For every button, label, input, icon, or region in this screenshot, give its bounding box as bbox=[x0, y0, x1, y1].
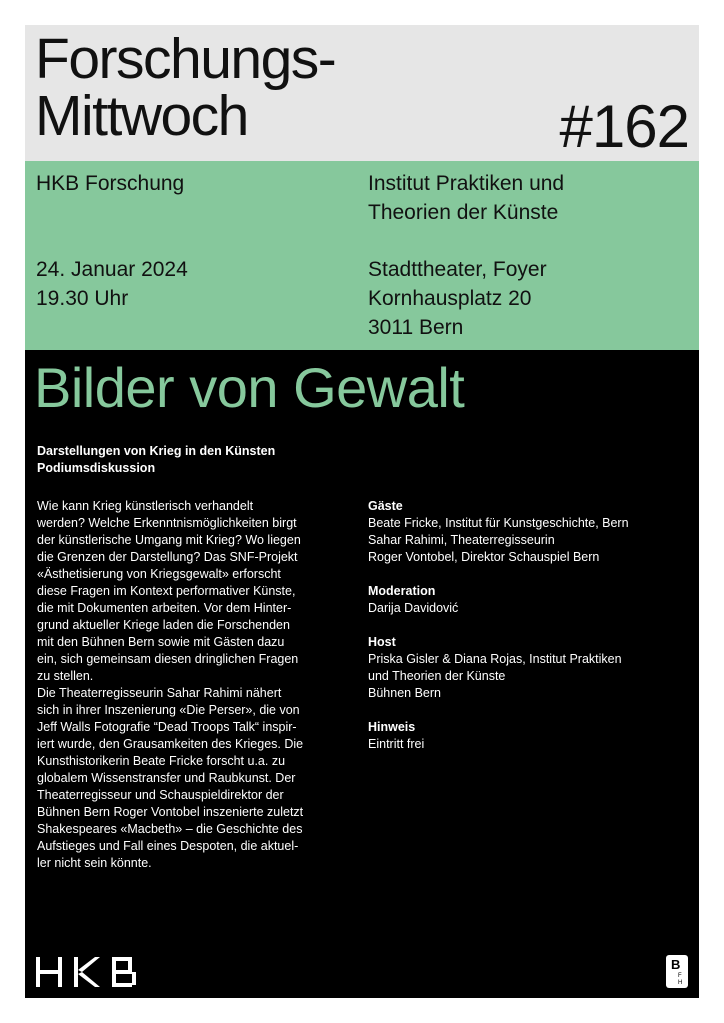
event-title: Bilder von Gewalt bbox=[34, 356, 465, 419]
section-line: Beate Fricke, Institut für Kunstgeschichte, Bern bbox=[368, 516, 629, 530]
description-line: «Ästhetisierung von Kriegsgewalt» erforscht bbox=[37, 567, 281, 581]
section-line: Priska Gisler & Diana Rojas, Institut Praktiken bbox=[368, 652, 622, 666]
description-line: iert wurde, den Grausamkeiten des Krieges. Die bbox=[37, 737, 304, 751]
bfh-letter-b: B bbox=[671, 957, 681, 972]
organizer: HKB Forschung bbox=[36, 172, 185, 195]
description-line: Aufstieges und Fall eines Despoten, die aktuel- bbox=[37, 839, 299, 853]
hkb-logo-mark bbox=[36, 957, 138, 987]
description-line: die Grenzen der Darstellung? Das SNF-Projekt bbox=[37, 550, 298, 564]
section-line: Eintritt frei bbox=[368, 737, 425, 751]
bfh-logo-mark bbox=[666, 955, 688, 988]
section-heading: Gäste bbox=[368, 499, 403, 513]
details-section-host bbox=[368, 634, 693, 702]
description-line: die mit Dokumenten arbeiten. Vor dem Hinter- bbox=[37, 601, 292, 615]
info-band bbox=[25, 161, 699, 350]
bfh-letter-h: H bbox=[678, 980, 683, 986]
description-line: globalem Wissenstransfer und Raubkunst. Der bbox=[37, 771, 296, 785]
event-subtitle bbox=[37, 443, 357, 477]
description-line: Wie kann Krieg künstlerisch verhandelt bbox=[37, 499, 254, 513]
issue-number: #162 bbox=[559, 93, 689, 160]
section-line: und Theorien der Künste bbox=[368, 669, 506, 683]
bfh-letter-f: F bbox=[678, 973, 682, 979]
subtitle-line: Darstellungen von Krieg in den Künsten bbox=[37, 444, 276, 458]
event-details bbox=[368, 498, 693, 770]
event-description bbox=[37, 498, 367, 872]
main-panel bbox=[25, 350, 699, 998]
description-line: sich in ihrer Inszenierung «Die Perser», die von bbox=[37, 703, 300, 717]
poster bbox=[25, 25, 699, 998]
description-line: ein, sich gemeinsam diesen dringlichen Fragen bbox=[37, 652, 299, 666]
section-line: Sahar Rahimi, Theaterregisseurin bbox=[368, 533, 555, 547]
details-section-hinweis bbox=[368, 719, 693, 753]
description-line: Theaterregisseur und Schauspieldirektor der bbox=[37, 788, 284, 802]
section-line: Bühnen Bern bbox=[368, 686, 441, 700]
section-heading: Hinweis bbox=[368, 720, 416, 734]
section-line: Roger Vontobel, Direktor Schauspiel Bern bbox=[368, 550, 600, 564]
details-section-gste bbox=[368, 498, 693, 566]
subtitle-line: Podiumsdiskussion bbox=[37, 461, 156, 475]
description-line: zu stellen. bbox=[37, 669, 94, 683]
section-heading: Host bbox=[368, 635, 396, 649]
description-line: ler nicht sein könnte. bbox=[37, 856, 152, 870]
institute: Institut Praktiken und Theorien der Künste bbox=[368, 172, 565, 224]
description-line: Die Theaterregisseurin Sahar Rahimi nähert bbox=[37, 686, 282, 700]
description-line: Jeff Walls Fotografie “Dead Troops Talk“ inspir- bbox=[37, 720, 297, 734]
description-line: Shakespeares «Macbeth» – die Geschichte des bbox=[37, 822, 303, 836]
section-heading: Moderation bbox=[368, 584, 436, 598]
bfh-logo bbox=[666, 955, 688, 993]
description-line: Kunsthistorikerin Beate Fricke forscht u.a. zu bbox=[37, 754, 286, 768]
series-title: Forschungs- Mittwoch bbox=[35, 27, 336, 148]
description-line: der künstlerische Umgang mit Krieg? Wo liegen bbox=[37, 533, 301, 547]
description-line: werden? Welche Erkenntnismöglichkeiten birgt bbox=[37, 516, 297, 530]
section-line: Darija Davidović bbox=[368, 601, 459, 615]
description-line: diese Fragen im Kontext performativer Künste, bbox=[37, 584, 296, 598]
description-line: grund aktueller Kriege laden die Forschenden bbox=[37, 618, 290, 632]
details-section-moderation bbox=[368, 583, 693, 617]
description-line: Bühnen Bern Roger Vontobel inszenierte zuletzt bbox=[37, 805, 304, 819]
location: Stadttheater, Foyer Kornhausplatz 20 3011 Bern bbox=[368, 258, 547, 339]
date-time: 24. Januar 2024 19.30 Uhr bbox=[36, 258, 188, 310]
description-line: mit den Bühnen Bern sowie mit Gästen dazu bbox=[37, 635, 285, 649]
hkb-logo bbox=[36, 957, 138, 992]
header-band bbox=[25, 25, 699, 161]
